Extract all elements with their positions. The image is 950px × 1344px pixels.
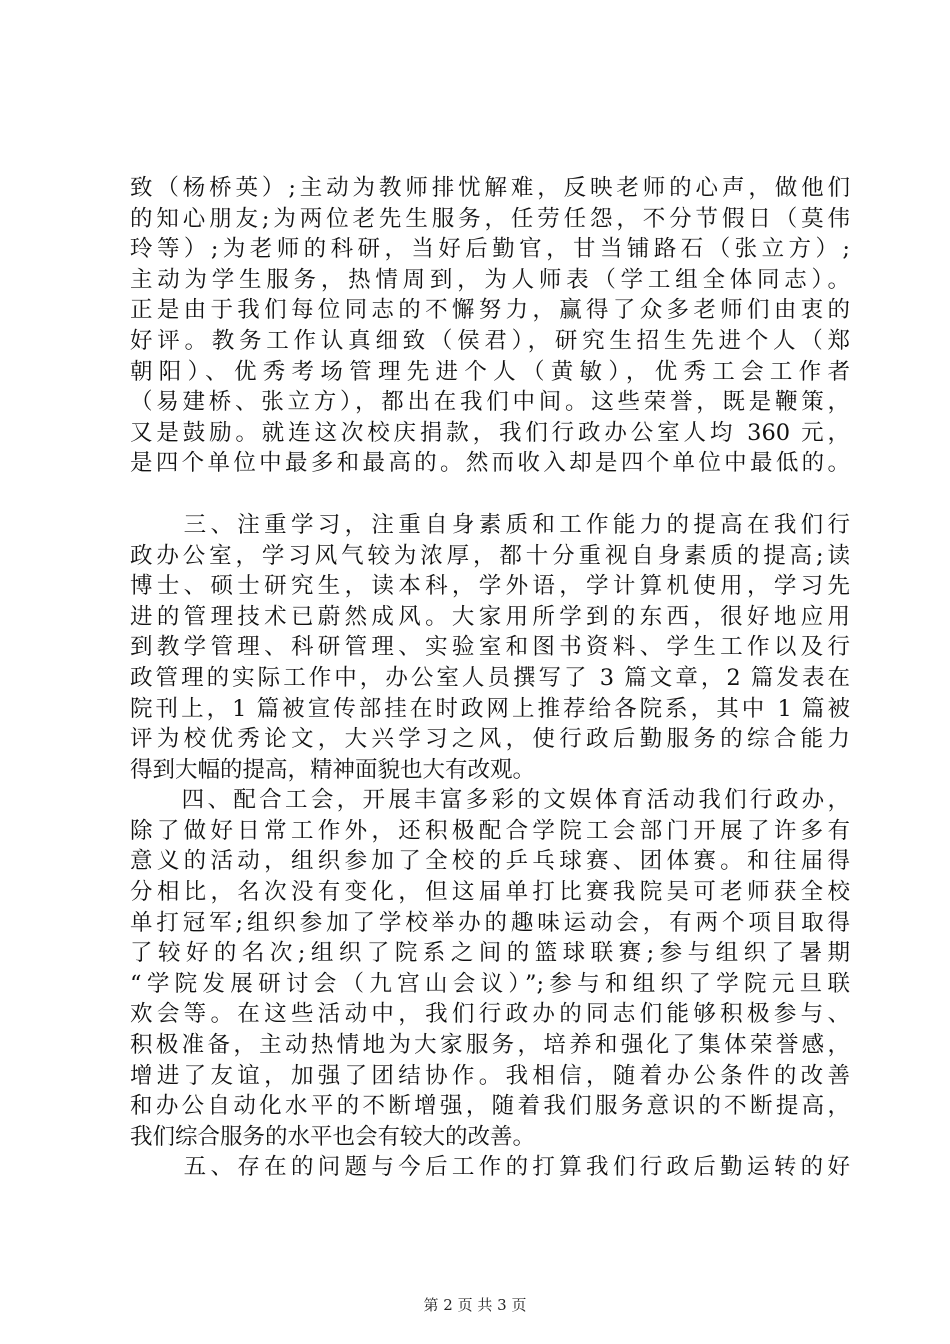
text-line: 我们综合服务的水平也会有较大的改善。 xyxy=(130,1123,536,1150)
text-line: 分相比，名次没有变化，但这届单打比赛我院吴可老师获全校 xyxy=(130,879,850,906)
text-line: 的知心朋友;为两位老先生服务，任劳任怨，不分节假日（莫伟 xyxy=(130,205,850,232)
text-line: 五、存在的问题与今后工作的打算我们行政后勤运转的好 xyxy=(130,1154,850,1181)
text-line: 玲等）;为老师的科研，当好后勤官，甘当铺路石（张立方）; xyxy=(130,236,850,263)
text-line: 博士、硕士研究生，读本科，学外语，学计算机使用，学习先 xyxy=(130,573,850,600)
text-line: 欢会等。在这些活动中，我们行政办的同志们能够积极参与、 xyxy=(130,1001,850,1028)
text-line: 朝阳）、优秀考场管理先进个人（黄敏），优秀工会工作者 xyxy=(130,358,850,385)
paragraph-2 xyxy=(130,510,850,785)
text-line: 政办公室，学习风气较为浓厚，都十分重视自身素质的提高;读 xyxy=(130,542,850,569)
page-footer: 第 2 页 共 3 页 xyxy=(423,1296,527,1314)
text-line: 正是由于我们每位同志的不懈努力，赢得了众多老师们由衷的 xyxy=(130,297,850,324)
text-line: 院刊上，1 篇被宣传部挂在时政网上推荐给各院系，其中 1 篇被 xyxy=(130,695,850,722)
text-line: 四、配合工会，开展丰富多彩的文娱体育活动我们行政办， xyxy=(130,787,850,814)
text-line: “学院发展研讨会（九宫山会议）”;参与和组织了学院元旦联 xyxy=(130,970,850,997)
text-line: 意义的活动，组织参加了全校的乒乓球赛、团体赛。和往届得 xyxy=(130,848,850,875)
paragraph-4 xyxy=(130,1152,850,1183)
text-line: 单打冠军;组织参加了学校举办的趣味运动会，有两个项目取得 xyxy=(130,909,850,936)
text-line: 和办公自动化水平的不断增强，随着我们服务意识的不断提高， xyxy=(130,1093,850,1120)
text-line: 进的管理技术已蔚然成风。大家用所学到的东西，很好地应用 xyxy=(130,603,850,630)
document-body xyxy=(130,173,850,1183)
text-line: 积极准备，主动热情地为大家服务，培养和强化了集体荣誉感， xyxy=(130,1032,850,1059)
paragraph-gap xyxy=(130,479,850,510)
text-line: 政管理的实际工作中，办公室人员撰写了 3 篇文章，2 篇发表在 xyxy=(130,664,850,691)
text-line: 三、注重学习，注重自身素质和工作能力的提高在我们行 xyxy=(130,511,850,538)
text-line: 致（杨桥英）;主动为教师排忧解难，反映老师的心声，做他们 xyxy=(130,175,850,201)
text-line: 又是鼓励。就连这次校庆捐款，我们行政办公室人均 360 元， xyxy=(130,419,850,446)
text-line: 到教学管理、科研管理、实验室和图书资料、学生工作以及行 xyxy=(130,634,850,661)
paragraph-3 xyxy=(130,785,850,1152)
text-line: 好评。教务工作认真细致（侯君），研究生招生先进个人（郑 xyxy=(130,327,850,354)
text-line: 增进了友谊，加强了团结协作。我相信，随着办公条件的改善 xyxy=(130,1062,850,1089)
text-line: 除了做好日常工作外，还积极配合学院工会部门开展了许多有 xyxy=(130,817,850,844)
text-line: 得到大幅的提高，精神面貌也大有改观。 xyxy=(130,756,536,783)
paragraph-1 xyxy=(130,173,850,479)
text-line: 主动为学生服务，热情周到，为人师表（学工组全体同志）。 xyxy=(130,266,850,293)
text-line: （易建桥、张立方），都出在我们中间。这些荣誉，既是鞭策， xyxy=(130,389,850,416)
text-line: 评为校优秀论文，大兴学习之风，使行政后勤服务的综合能力 xyxy=(130,726,850,753)
text-line: 了较好的名次;组织了院系之间的篮球联赛;参与组织了暑期 xyxy=(130,940,850,967)
text-line: 是四个单位中最多和最高的。然而收入却是四个单位中最低的。 xyxy=(130,450,850,477)
